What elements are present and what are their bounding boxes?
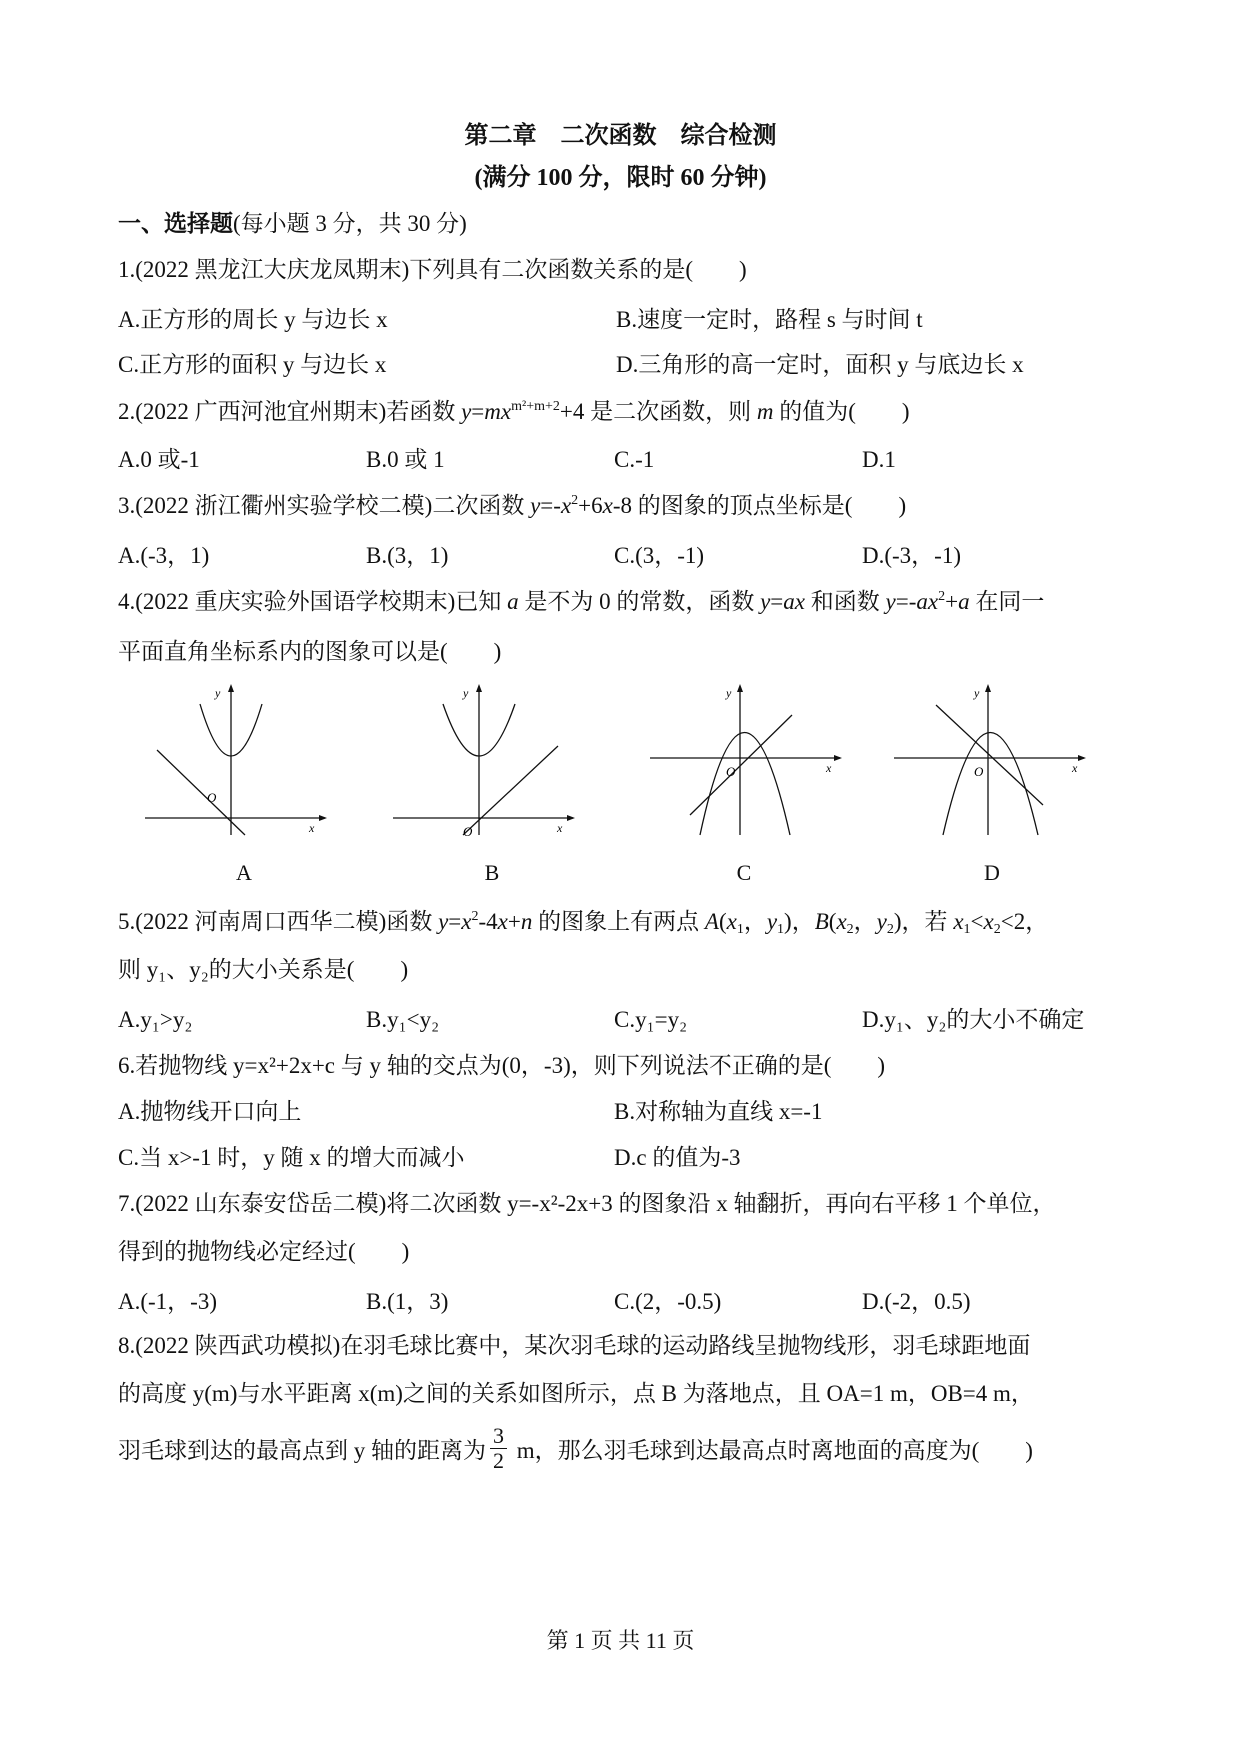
line	[936, 705, 1043, 805]
q2-stem: 2.(2022 广西河池宜州期末)若函数 $y=mx^{m^2+m+2}+4$ 是二次函数，则 m 的值为( )	[118, 399, 910, 424]
q7-stem-line2: 得到的抛物线必定经过( )	[118, 1239, 410, 1264]
section-note: (每小题 3 分，共 30 分)	[233, 211, 467, 236]
x-axis-arrow	[567, 815, 575, 821]
q4-part3: 和函数	[805, 589, 886, 614]
q2-option-b: B.0 或 1	[366, 447, 445, 472]
line	[157, 750, 245, 835]
q4-stem-line2: 平面直角坐标系内的图象可以是( )	[118, 639, 502, 664]
q2-tail: 的值为( )	[773, 399, 910, 424]
x-label: x	[1072, 761, 1078, 775]
q4-part4: 在同一	[969, 589, 1045, 614]
q4-label-b: B	[484, 860, 500, 885]
q2-suffix: +4 是二次函数，则	[559, 399, 757, 424]
q8-stem-line2: 的高度 y(m)与水平距离 x(m)之间的关系如图所示，点 B 为落地点，且 OA=1 m，OB=4 m，	[118, 1381, 1034, 1406]
q3-option-b: B.(3，1)	[366, 543, 449, 568]
origin-label: O	[207, 790, 217, 805]
x-axis-arrow	[319, 815, 327, 821]
q5-part1: 5.(2022 河南周口西华二模)函数	[118, 909, 439, 934]
q5-option-b: B.y₁<y₂	[366, 1007, 440, 1032]
q4-label-a: A	[236, 860, 252, 885]
section-title: 一、选择题	[118, 211, 233, 236]
fraction-denominator: 2	[493, 1448, 504, 1473]
q7-stem-line1: 7.(2022 山东泰安岱岳二模)将二次函数 y=-x²-2x+3 的图象沿 x 轴翻折，再向右平移 1 个单位，	[118, 1191, 1056, 1216]
y-axis-arrow	[476, 684, 482, 692]
parabola	[700, 733, 790, 836]
y-axis-arrow	[737, 684, 743, 692]
q4-stem-line1: 4.(2022 重庆实验外国语学校期末)已知 a 是不为 0 的常数，函数 y=ax 和函数 $y=-ax^2+a$ 在同一	[118, 589, 1045, 614]
q2-option-c: C.-1	[614, 447, 655, 472]
fraction-numerator: 3	[490, 1424, 507, 1449]
y-label: y	[215, 686, 221, 700]
q2-exponent: m²+m+2	[511, 399, 560, 414]
q2-prefix: 2.(2022 广西河池宜州期末)若函数	[118, 399, 462, 424]
q4-figure-a	[145, 680, 335, 840]
q5-option-d: D.y₁、y₂的大小不确定	[862, 1007, 1085, 1032]
q3-option-a: A.(-3，1)	[118, 543, 210, 568]
q7-option-b: B.(1，3)	[366, 1289, 449, 1314]
q8-stem-line3	[118, 1423, 1033, 1477]
q3-stem: 3.(2022 浙江衢州实验学校二模)二次函数 $y=-x^2+6x-8$ 的图象的顶点坐标是( )	[118, 493, 907, 518]
q6-option-a: A.抛物线开口向上	[118, 1099, 302, 1124]
q1-option-d: D.三角形的高一定时，面积 y 与底边长 x	[616, 352, 1024, 377]
parabola	[943, 733, 1038, 836]
q8-fraction	[490, 1424, 507, 1473]
q4-label-c: C	[736, 860, 752, 885]
q7-option-a: A.(-1，-3)	[118, 1289, 217, 1314]
x-label: x	[826, 761, 832, 775]
q4-figure-d	[888, 680, 1098, 840]
q3-tail: 的图象的顶点坐标是( )	[637, 493, 907, 518]
y-label: y	[974, 686, 980, 700]
q6-stem: 6.若抛物线 y=x²+2x+c 与 y 轴的交点为(0，-3)，则下列说法不正确的是( )	[118, 1053, 886, 1078]
q4-part2: 是不为 0 的常数，函数	[518, 589, 761, 614]
section-heading	[118, 212, 467, 235]
page-subtitle: (满分 100 分，限时 60 分钟)	[474, 165, 767, 191]
q3-option-d: D.(-3，-1)	[862, 543, 961, 568]
q1-option-c: C.正方形的面积 y 与边长 x	[118, 352, 387, 377]
q2-option-a: A.0 或-1	[118, 447, 200, 472]
q4-figure-b	[393, 680, 583, 840]
q1-option-a: A.正方形的周长 y 与边长 x	[118, 307, 388, 332]
x-label: x	[309, 821, 315, 835]
line	[690, 715, 792, 815]
q1-option-b: B.速度一定时，路程 s 与时间 t	[616, 307, 923, 332]
q5-option-a: A.y₁>y₂	[118, 1007, 193, 1032]
q4-part1: 4.(2022 重庆实验外国语学校期末)已知	[118, 589, 508, 614]
page-title: 第二章 二次函数 综合检测	[464, 123, 777, 149]
y-axis-arrow	[228, 684, 234, 692]
line	[463, 746, 558, 835]
q1-stem: 1.(2022 黑龙江大庆龙凤期末)下列具有二次函数关系的是( )	[118, 257, 747, 282]
q4-label-d: D	[984, 860, 1000, 885]
q5-part2: 的图象上有两点	[532, 909, 705, 934]
x-axis-arrow	[834, 755, 842, 761]
q7-option-c: C.(2，-0.5)	[614, 1289, 722, 1314]
origin-label: O	[463, 824, 473, 839]
y-label: y	[463, 686, 469, 700]
q4-figure-c	[640, 680, 850, 840]
q6-option-c: C.当 x>-1 时，y 随 x 的增大而减小	[118, 1145, 465, 1170]
q5-option-c: C.y₁=y₂	[614, 1007, 688, 1032]
q3-option-c: C.(3，-1)	[614, 543, 705, 568]
y-axis-arrow	[985, 684, 991, 692]
q2-m: m	[756, 399, 774, 424]
q2-option-d: D.1	[862, 447, 896, 472]
x-axis-arrow	[1078, 755, 1086, 761]
origin-label: O	[974, 764, 984, 779]
q6-option-d: D.c 的值为-3	[614, 1145, 741, 1170]
q6-option-b: B.对称轴为直线 x=-1	[614, 1099, 823, 1124]
q3-prefix: 3.(2022 浙江衢州实验学校二模)二次函数	[118, 493, 531, 518]
page-number: 第 1 页 共 11 页	[546, 1628, 695, 1653]
origin-label: O	[726, 764, 736, 779]
q5-stem-line1: 5.(2022 河南周口西华二模)函数 $y=x^2-4x+n$ 的图象上有两点 $A(x_1$，$y_1$)，$B(x_2$，$y_2$)，若 $x_1<x_2<2$，	[118, 909, 1049, 937]
x-label: x	[557, 821, 563, 835]
q8-stem-line1: 8.(2022 陕西武功模拟)在羽毛球比赛中，某次羽毛球的运动路线呈抛物线形，羽毛球距地面	[118, 1333, 1031, 1358]
q8-part2: m，那么羽毛球到达最高点时离地面的高度为( )	[511, 1437, 1033, 1463]
q5-stem-line2: 则 y₁、y₂的大小关系是( )	[118, 957, 409, 982]
y-label: y	[726, 686, 732, 700]
q8-part1: 羽毛球到达的最高点到 y 轴的距离为	[118, 1437, 486, 1463]
q7-option-d: D.(-2，0.5)	[862, 1289, 971, 1314]
